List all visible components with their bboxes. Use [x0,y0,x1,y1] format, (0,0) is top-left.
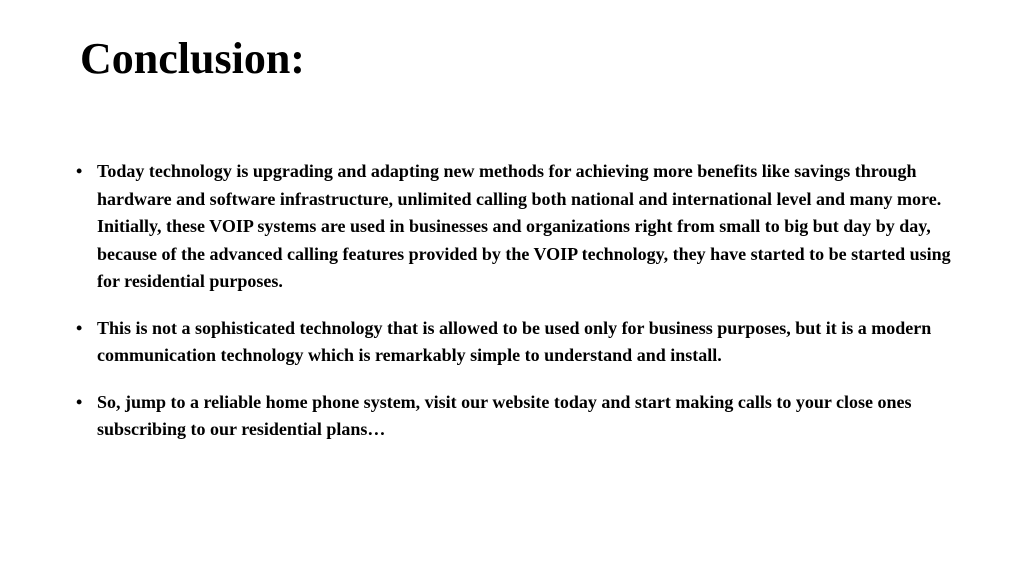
bullet-text: This is not a sophisticated technology that is allowed to be used only for business purposes, but it is a modern communication technology which is remarkably simple to understand and install. [97,317,932,365]
bullet-dot-icon: • [76,391,83,412]
slide-title: Conclusion: [80,34,305,83]
bullet-item [76,389,956,444]
bullet-text: Today technology is upgrading and adapting new methods for achieving more benefits like savings through hardware and software infrastructure, unlimited calling both national and international level and many more. Initially, these VOIP systems are used in businesses and organizations right from small to big but day by day, because of the advanced calling features provided by the VOIP technology, they have started to be started using for residential purposes. [97,161,951,291]
bullet-item [76,158,956,296]
bullet-dot-icon: • [76,317,83,338]
bullet-dot-icon: • [76,161,83,181]
bullet-list [76,158,956,463]
bullet-item [76,315,956,370]
bullet-text: So, jump to a reliable home phone system, visit our website today and start making calls to your close ones subscribing to our residential plans… [97,391,912,439]
